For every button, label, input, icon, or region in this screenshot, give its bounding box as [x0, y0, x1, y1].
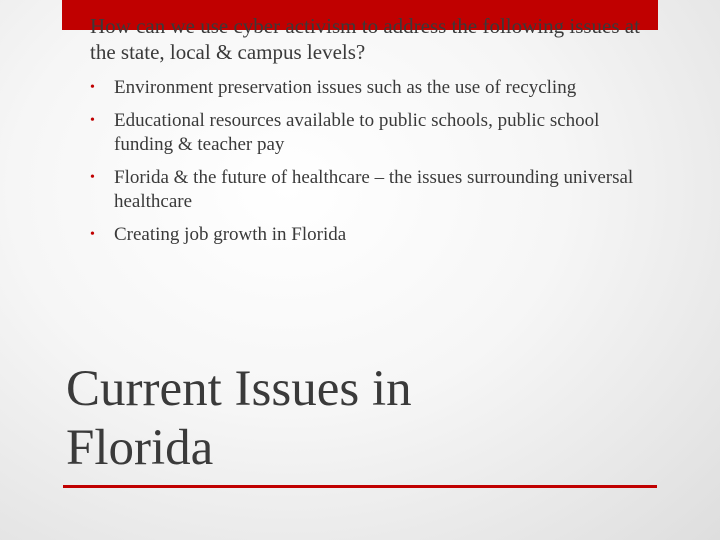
bullet-icon: • — [90, 227, 95, 242]
bullet-item-education — [90, 109, 650, 157]
slide-title-line-2: Florida — [66, 420, 214, 476]
bullet-list — [90, 76, 650, 256]
bullet-text: Environment preservation issues such as the use of recycling — [114, 77, 577, 98]
bullet-item-healthcare — [90, 166, 650, 214]
bullet-item-jobs — [90, 223, 650, 247]
bullet-icon: • — [90, 113, 95, 128]
slide-title-line-1: Current Issues in — [66, 361, 412, 417]
question-text: How can we use cyber activism to address the following issues at the state, local & campus levels? — [90, 14, 640, 64]
title-underline-rule — [63, 485, 657, 488]
bullet-icon: • — [90, 170, 95, 185]
slide-title — [66, 360, 626, 478]
bullet-text: Florida & the future of healthcare – the issues surrounding universal healthcare — [114, 167, 634, 212]
bullet-item-recycling — [90, 76, 650, 100]
bullet-icon: • — [90, 80, 95, 95]
bullet-text: Creating job growth in Florida — [114, 224, 347, 245]
bullet-text: Educational resources available to public schools, public school funding & teacher pay — [114, 110, 600, 155]
